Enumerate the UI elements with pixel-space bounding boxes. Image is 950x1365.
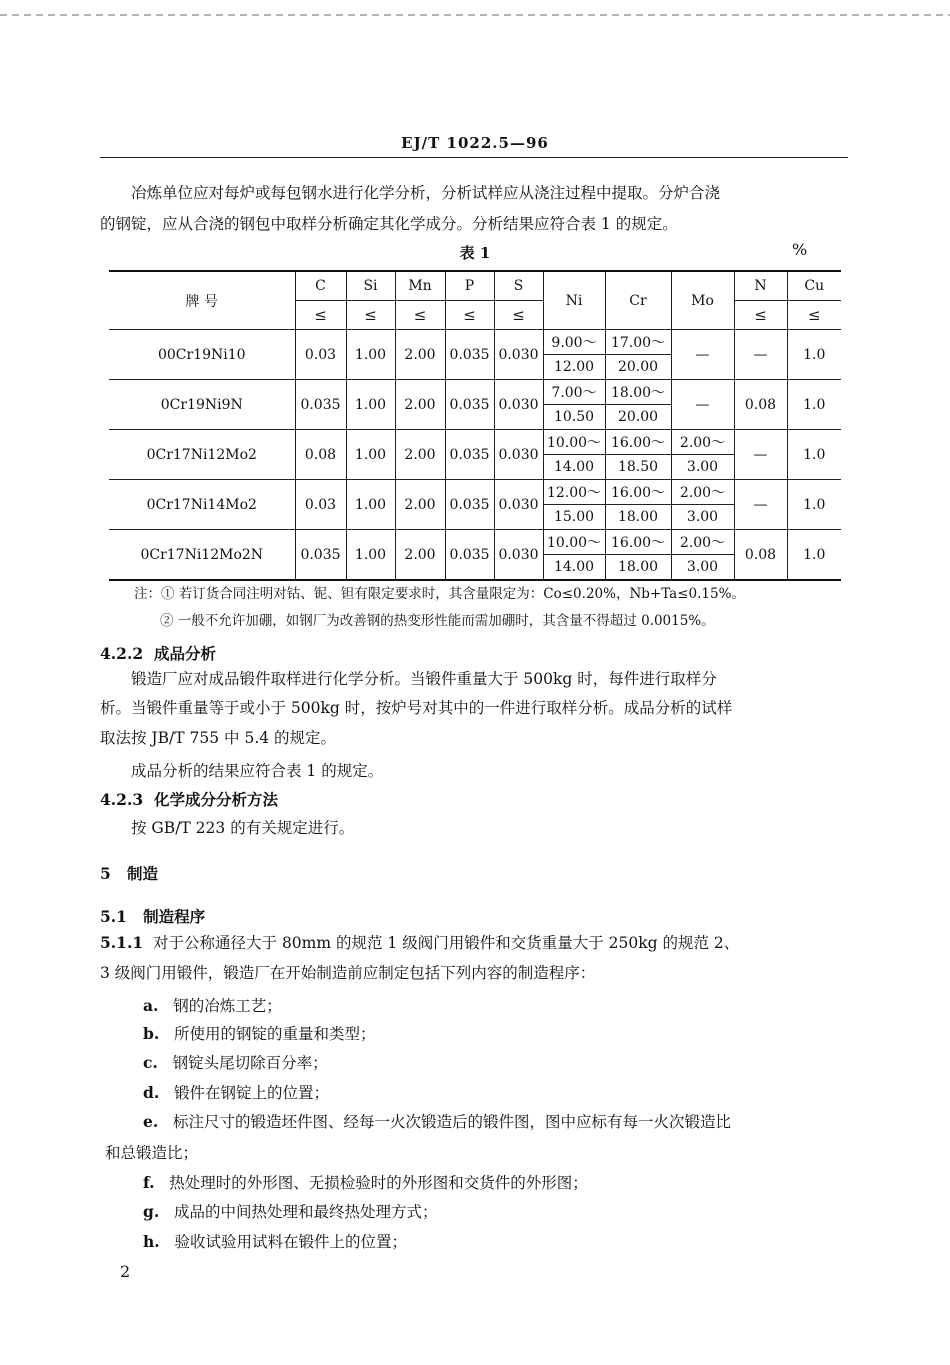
item-mark: e.: [143, 1112, 159, 1131]
p-cell: 0.035: [445, 380, 494, 430]
standard-number: EJ/T 1022.5—96: [401, 134, 549, 152]
section-title: 成品分析: [153, 644, 216, 663]
le-si: ≤: [346, 301, 395, 330]
section-4-2-2-heading: [100, 642, 216, 664]
s423-text: 按 GB/T 223 的有关规定进行。: [131, 819, 355, 837]
cu-cell: 1.0: [787, 330, 841, 380]
n-cell: —: [734, 480, 787, 530]
cr-min-cell: 16.00～: [605, 480, 671, 505]
ni-max-cell: 12.00: [543, 355, 605, 380]
c-cell: 0.08: [295, 430, 346, 480]
item-mark: f.: [143, 1173, 155, 1192]
table-row: [109, 380, 841, 405]
item-text: 钢锭头尾切除百分率；: [172, 1054, 328, 1072]
table-row: [109, 430, 841, 455]
s511-line-2: 3 级阀门用锻件，锻造厂在开始制造前应制定包括下列内容的制造程序：: [100, 964, 596, 982]
scan-edge: [0, 14, 950, 16]
ni-max-cell: 10.50: [543, 405, 605, 430]
mn-cell: 2.00: [395, 380, 445, 430]
p-cell: 0.035: [445, 480, 494, 530]
item-text: 热处理时的外形图、无损检验时的外形图和交货件的外形图；: [169, 1174, 588, 1192]
intro-line-1: 冶炼单位应对每炉或每包钢水进行化学分析，分析试样应从浇注过程中提取。分炉合浇: [131, 184, 721, 202]
item-mark: c.: [143, 1053, 158, 1072]
intro-line-2: 的钢锭，应从合浇的钢包中取样分析确定其化学成分。分析结果应符合表 1 的规定。: [100, 215, 678, 233]
col-cu: Cu: [787, 271, 841, 301]
item-mark: a.: [143, 996, 159, 1015]
cr-max-cell: 18.00: [605, 555, 671, 581]
s422-line-1: 锻造厂应对成品锻件取样进行化学分析。当锻件重量大于 500kg 时，每件进行取样分: [131, 670, 717, 688]
item-text: 锻件在钢锭上的位置；: [174, 1084, 330, 1102]
grade-cell: 0Cr17Ni12Mo2: [109, 430, 295, 480]
mn-cell: 2.00: [395, 330, 445, 380]
n-cell: 0.08: [734, 380, 787, 430]
s-cell: 0.030: [494, 430, 543, 480]
cr-max-cell: 20.00: [605, 355, 671, 380]
ni-max-cell: 15.00: [543, 505, 605, 530]
section-5-heading: [100, 862, 158, 884]
col-mn: Mn: [395, 271, 445, 301]
section-number: 5: [100, 864, 111, 883]
le-n: ≤: [734, 301, 787, 330]
col-si: Si: [346, 271, 395, 301]
c-cell: 0.03: [295, 330, 346, 380]
le-cu: ≤: [787, 301, 841, 330]
col-cr: Cr: [605, 271, 671, 330]
mo-max-cell: 3.00: [671, 455, 734, 480]
le-c: ≤: [295, 301, 346, 330]
cr-max-cell: 18.50: [605, 455, 671, 480]
list-item: [143, 1230, 407, 1252]
s422-line-2: 析。当锻件重量等于或小于 500kg 时，按炉号对其中的一件进行取样分析。成品分析的试样: [100, 699, 733, 717]
n-cell: 0.08: [734, 530, 787, 581]
list-item: [143, 1110, 731, 1132]
p-cell: 0.035: [445, 430, 494, 480]
mo-cell: —: [671, 380, 734, 430]
item-text: 钢的冶炼工艺；: [173, 997, 282, 1015]
section-number: 5.1: [100, 907, 127, 926]
col-c: C: [295, 271, 346, 301]
cr-min-cell: 17.00～: [605, 330, 671, 355]
page-number: 2: [120, 1262, 131, 1281]
section-title: 制造程序: [143, 907, 206, 926]
mo-min-cell: 2.00～: [671, 530, 734, 555]
grade-cell: 0Cr17Ni14Mo2: [109, 480, 295, 530]
list-item: [143, 1171, 588, 1193]
mn-cell: 2.00: [395, 530, 445, 581]
item-text: 标注尺寸的锻造坯件图、经每一火次锻造后的锻件图，图中应标有每一火次锻造比: [173, 1113, 732, 1131]
si-cell: 1.00: [346, 330, 395, 380]
grade-cell: 00Cr19Ni10: [109, 330, 295, 380]
s422-para-2: 成品分析的结果应符合表 1 的规定。: [131, 762, 384, 780]
mo-min-cell: 2.00～: [671, 480, 734, 505]
col-n: N: [734, 271, 787, 301]
si-cell: 1.00: [346, 380, 395, 430]
section-5-1-heading: [100, 905, 205, 927]
cr-max-cell: 18.00: [605, 505, 671, 530]
s-cell: 0.030: [494, 380, 543, 430]
ni-min-cell: 12.00～: [543, 480, 605, 505]
col-mo: Mo: [671, 271, 734, 330]
section-4-2-3-heading: [100, 788, 278, 810]
s-cell: 0.030: [494, 530, 543, 581]
item-text: 成品的中间热处理和最终热处理方式；: [174, 1203, 438, 1221]
c-cell: 0.035: [295, 380, 346, 430]
grade-cell: 0Cr19Ni9N: [109, 380, 295, 430]
ni-min-cell: 7.00～: [543, 380, 605, 405]
composition-table: [109, 270, 841, 581]
ni-max-cell: 14.00: [543, 455, 605, 480]
section-title: 制造: [127, 864, 159, 883]
c-cell: 0.035: [295, 530, 346, 581]
table-unit: %: [792, 240, 808, 259]
s-cell: 0.030: [494, 330, 543, 380]
list-item: [143, 1051, 328, 1073]
table-row: [109, 530, 841, 555]
grade-cell: 0Cr17Ni12Mo2N: [109, 530, 295, 581]
section-title: 化学成分分析方法: [153, 790, 278, 809]
le-s: ≤: [494, 301, 543, 330]
cu-cell: 1.0: [787, 530, 841, 581]
table-note-1: 注：① 若订货合同注明对钴、铌、钽有限定要求时，其含量限定为：Co≤0.20%，Nb+Ta≤0.15%。: [134, 586, 745, 602]
si-cell: 1.00: [346, 430, 395, 480]
s511-text: 对于公称通径大于 80mm 的规范 1 级阀门用锻件和交货重量大于 250kg 的规范 2、: [153, 934, 740, 952]
item-mark: h.: [143, 1232, 160, 1251]
mo-min-cell: 2.00～: [671, 430, 734, 455]
mo-max-cell: 3.00: [671, 505, 734, 530]
cu-cell: 1.0: [787, 480, 841, 530]
item-text: 所使用的钢锭的重量和类型；: [174, 1025, 376, 1043]
s-cell: 0.030: [494, 480, 543, 530]
item-mark: g.: [143, 1202, 160, 1221]
col-s: S: [494, 271, 543, 301]
s422-line-3: 取法按 JB/T 755 中 5.4 的规定。: [100, 729, 337, 747]
n-cell: —: [734, 330, 787, 380]
p-cell: 0.035: [445, 330, 494, 380]
table-note-2: ② 一般不允许加硼，如钢厂为改善钢的热变形性能而需加硼时，其含量不得超过 0.0015%。: [160, 613, 715, 629]
list-item: [143, 1200, 438, 1222]
ni-min-cell: 10.00～: [543, 530, 605, 555]
n-cell: —: [734, 430, 787, 480]
mo-cell: —: [671, 330, 734, 380]
p-cell: 0.035: [445, 530, 494, 581]
c-cell: 0.03: [295, 480, 346, 530]
cu-cell: 1.0: [787, 380, 841, 430]
col-ni: Ni: [543, 271, 605, 330]
list-item: [143, 994, 282, 1016]
cr-min-cell: 18.00～: [605, 380, 671, 405]
mn-cell: 2.00: [395, 480, 445, 530]
si-cell: 1.00: [346, 480, 395, 530]
item-text: 验收试验用试料在锻件上的位置；: [174, 1233, 407, 1251]
s511-line-1: [100, 928, 855, 958]
si-cell: 1.00: [346, 530, 395, 581]
section-number: 5.1.1: [100, 933, 144, 952]
le-p: ≤: [445, 301, 494, 330]
header-rule: [100, 157, 848, 158]
table-row: [109, 480, 841, 505]
section-number: 4.2.3: [100, 790, 144, 809]
ni-min-cell: 10.00～: [543, 430, 605, 455]
ni-min-cell: 9.00～: [543, 330, 605, 355]
item-e-continuation: 和总锻造比；: [105, 1144, 199, 1162]
col-p: P: [445, 271, 494, 301]
mo-max-cell: 3.00: [671, 555, 734, 581]
item-mark: d.: [143, 1083, 160, 1102]
item-mark: b.: [143, 1024, 160, 1043]
table-title: 表 1: [459, 244, 491, 262]
mn-cell: 2.00: [395, 430, 445, 480]
list-item: [143, 1081, 329, 1103]
le-mn: ≤: [395, 301, 445, 330]
cu-cell: 1.0: [787, 430, 841, 480]
table-row: [109, 330, 841, 355]
list-item: [143, 1022, 376, 1044]
cr-min-cell: 16.00～: [605, 430, 671, 455]
ni-max-cell: 14.00: [543, 555, 605, 581]
section-number: 4.2.2: [100, 644, 144, 663]
cr-max-cell: 20.00: [605, 405, 671, 430]
grade-header: 牌 号: [109, 271, 295, 330]
cr-min-cell: 16.00～: [605, 530, 671, 555]
